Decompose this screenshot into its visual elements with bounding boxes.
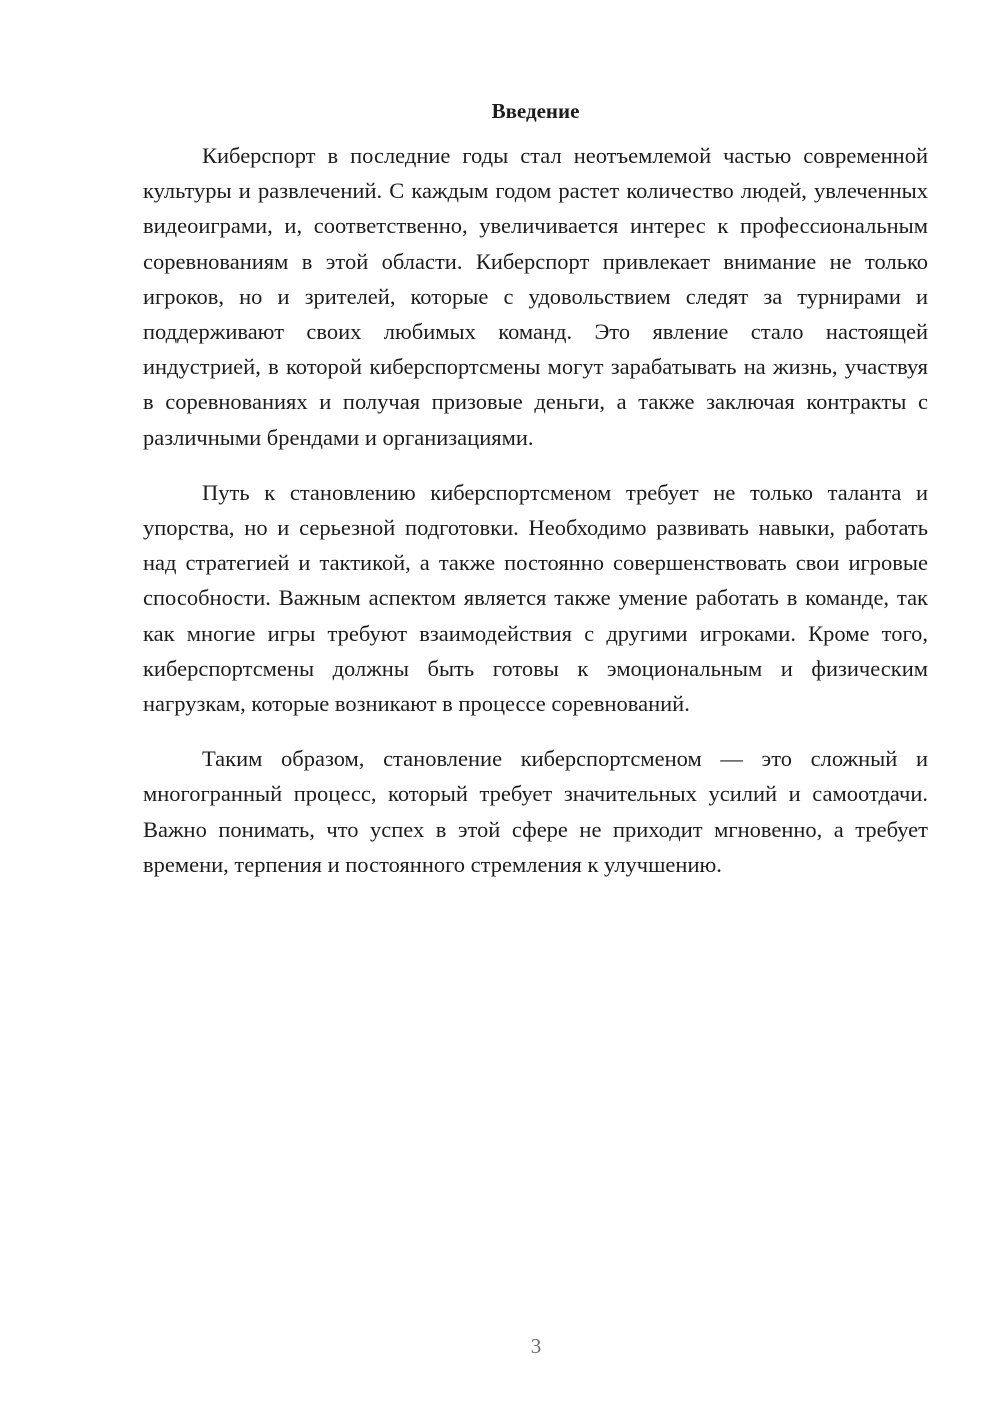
section-heading: Введение	[491, 99, 580, 123]
paragraph-1: Киберспорт в последние годы стал неотъемлемой частью современной культуры и развлечений. С каждым годом растет количество людей, увлеченных видеоиграми, и, соответственно, увеличивается интерес к профессиональным соревнованиям в этой области. Киберспорт привлекает внимание не только игроков, но и зрителей, которые с удовольствием следят за турнирами и поддерживают своих любимых команд. Это явление стало настоящей индустрией, в которой киберспортсмены могут зарабатывать на жизнь, участвуя в соревнованиях и получая призовые деньги, а также заключая контракты с различными брендами и организациями.	[143, 143, 928, 450]
page-content	[143, 96, 928, 902]
paragraph-3: Таким образом, становление киберспортсменом — это сложный и многогранный процесс, который требует значительных усилий и самоотдачи. Важно понимать, что успех в этой сфере не приходит мгновенно, а требует времени, терпения и постоянного стремления к улучшению.	[143, 746, 928, 877]
page-number: 3	[530, 1334, 542, 1358]
paragraph-2: Путь к становлению киберспортсменом требует не только таланта и упорства, но и серьезной подготовки. Необходимо развивать навыки, работать над стратегией и тактикой, а также постоянно совершенствовать свои игровые способности. Важным аспектом является также умение работать в команде, так как многие игры требуют взаимодействия с другими игроками. Кроме того, киберспортсмены должны быть готовы к эмоциональным и физическим нагрузкам, которые возникают в процессе соревнований.	[143, 479, 928, 717]
